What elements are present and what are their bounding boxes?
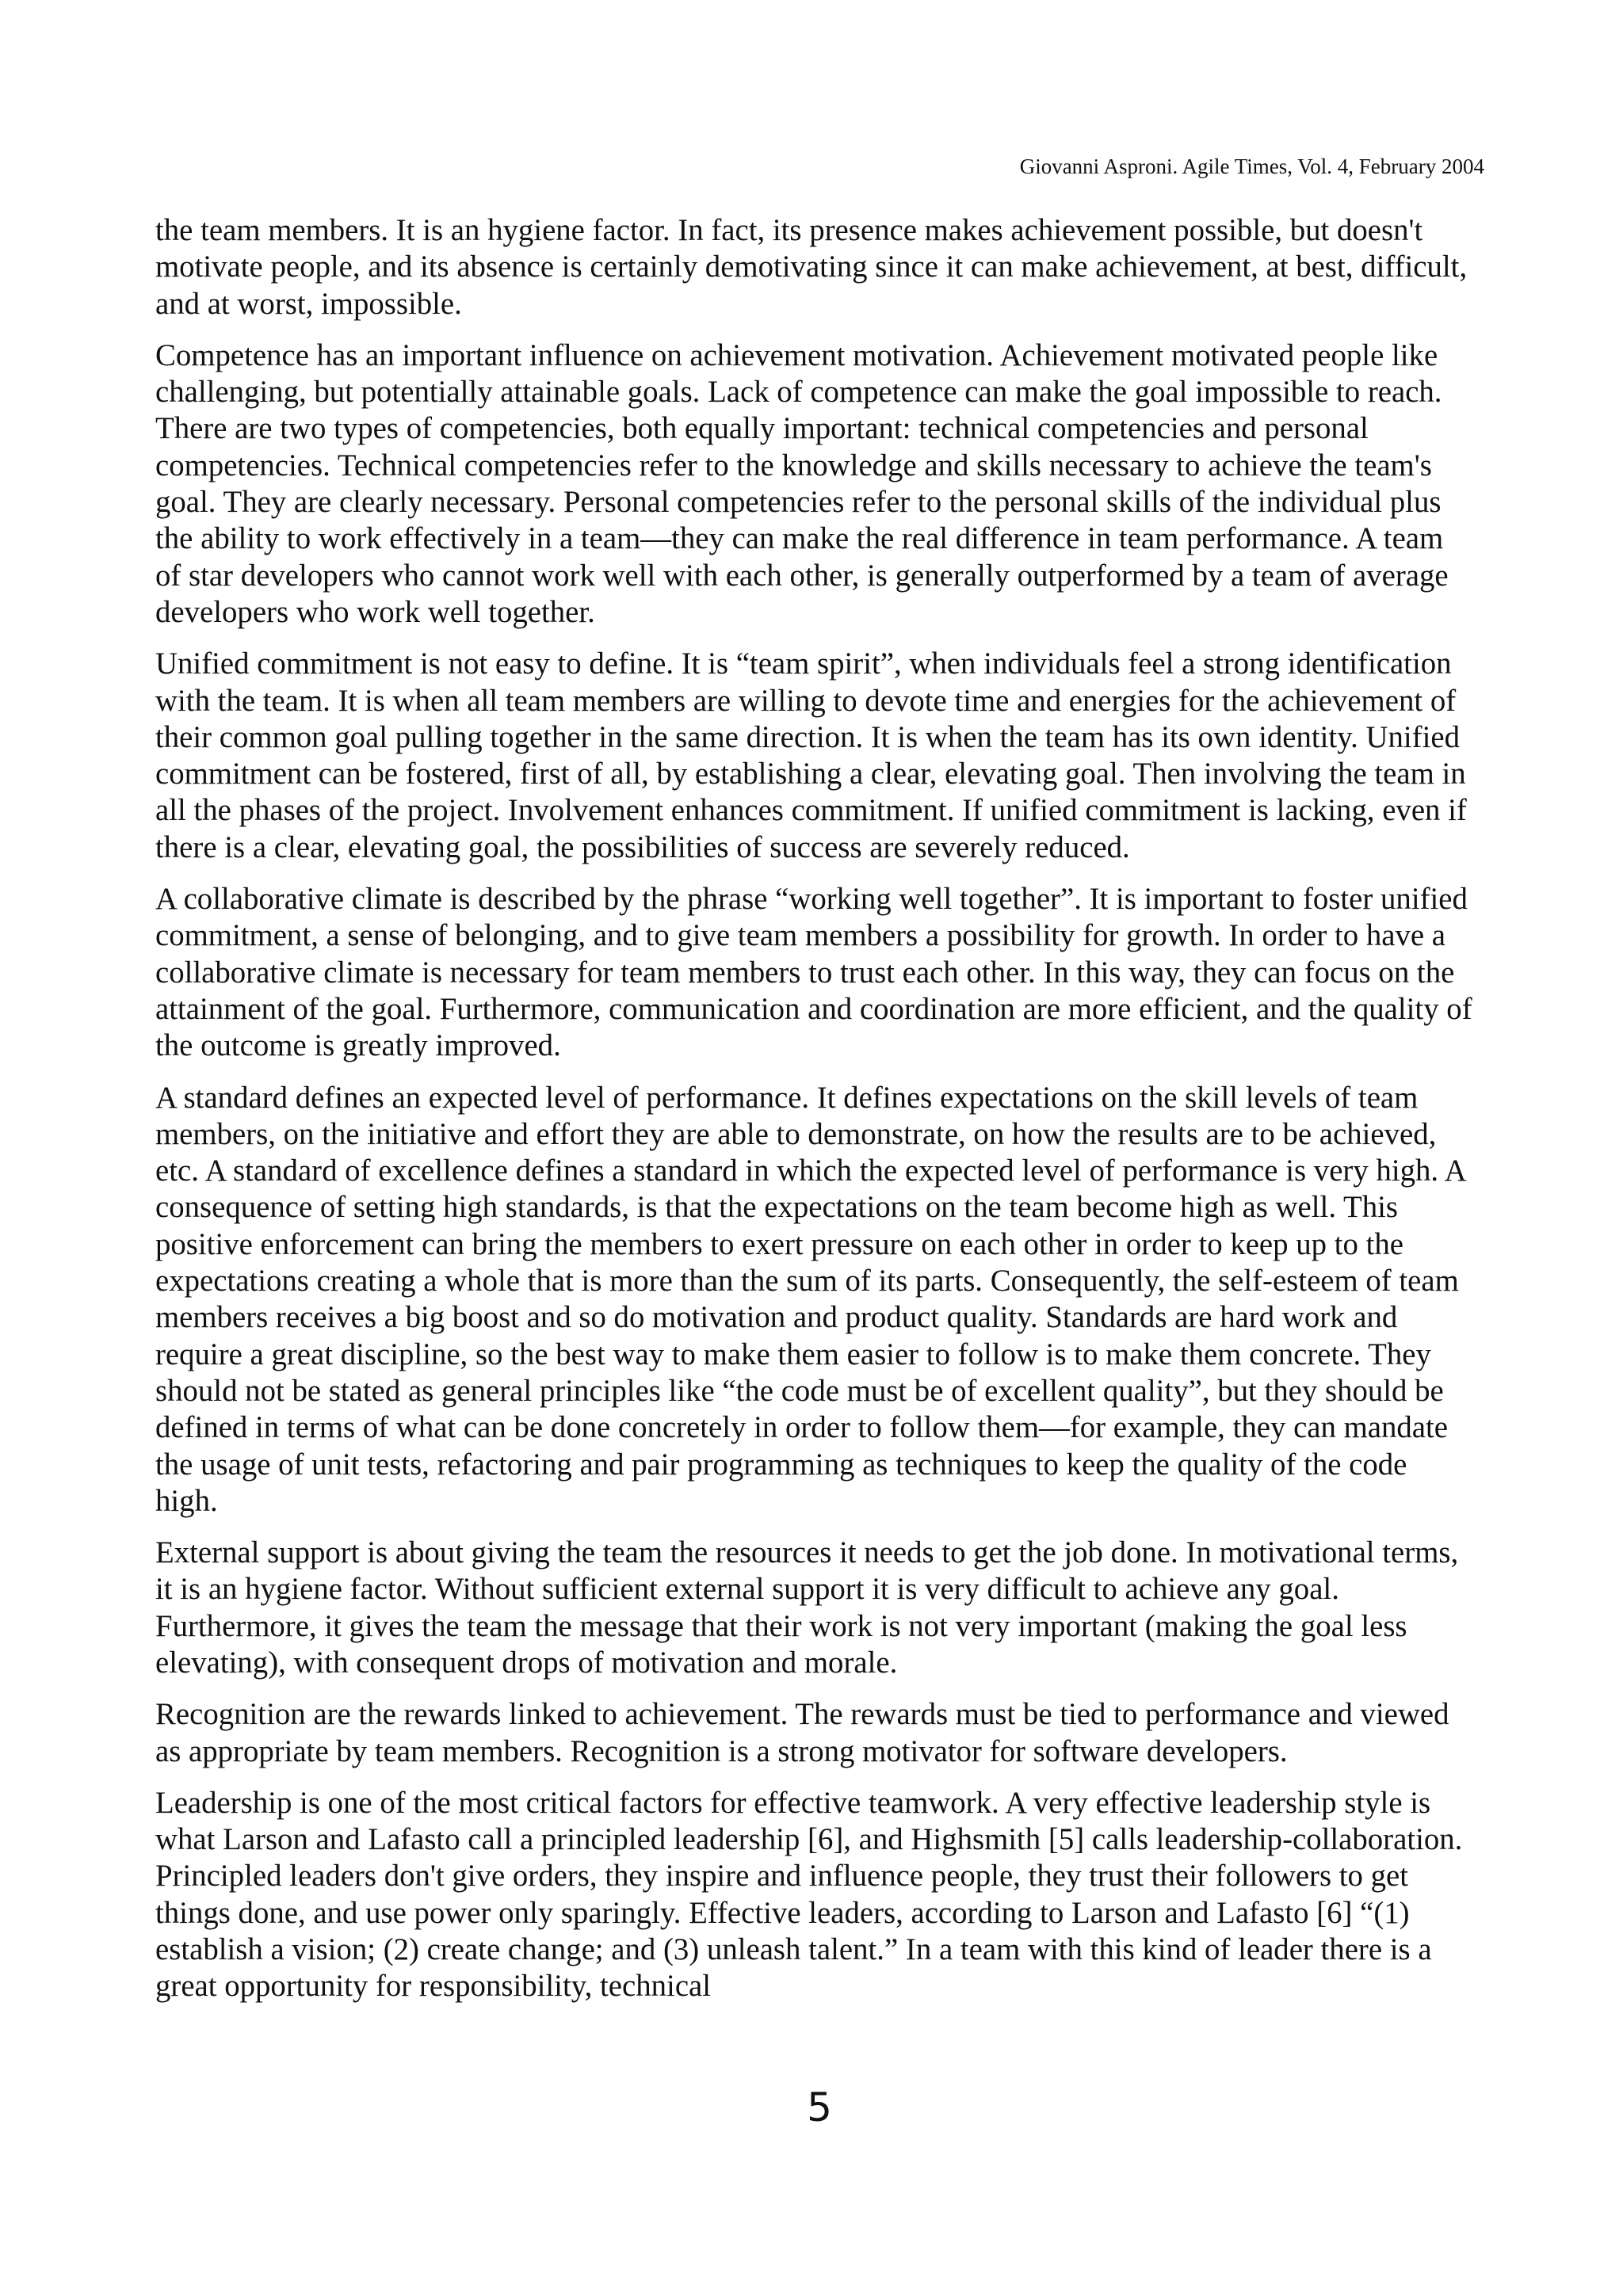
running-header: Giovanni Asproni. Agile Times, Vol. 4, February 2004 bbox=[1019, 154, 1484, 178]
article-body bbox=[155, 212, 1476, 2020]
paragraph-recognition: Recognition are the rewards linked to achievement. The rewards must be tied to performance and viewed as appropriate by team members. Recognition is a strong motivator for software developers. bbox=[155, 1697, 1449, 1768]
paragraph-competence: Competence has an important influence on achievement motivation. Achievement motivated people like challenging, but potentially attainable goals. Lack of competence can make the goal impossible to reach. There are two types of competencies, both equally important: technical competencies and personal competencies. Technical competencies refer to the knowledge and skills necessary to achieve the team's goal. They are clearly necessary. Personal competencies refer to the personal skills of the individual plus the ability to work effectively in a team—they can make the real difference in team performance. A team of star developers who cannot work well with each other, is generally outperformed by a team of average developers who work well together. bbox=[155, 338, 1449, 629]
paragraph-external-support: External support is about giving the team the resources it needs to get the job done. In motivational terms, it is an hygiene factor. Without sufficient external support it is very difficult to achieve any goal. Furthermore, it gives the team the message that their work is not very important (making the goal less elevating), with consequent drops of motivation and morale. bbox=[155, 1535, 1459, 1680]
paragraph-leadership: Leadership is one of the most critical factors for effective teamwork. A very effective leadership style is what Larson and Lafasto call a principled leadership [6], and Highsmith [5] calls leadership-collaboration. Principled leaders don't give orders, they inspire and influence people, they trust their followers to get things done, and use power only sparingly. Effective leaders, according to Larson and Lafasto [6] “(1) establish a vision; (2) create change; and (3) unleash talent.” In a team with this kind of leader there is a great opportunity for responsibility, technical bbox=[155, 1785, 1463, 2004]
paragraph-standards: A standard defines an expected level of performance. It defines expectations on the skill levels of team members, on the initiative and effort they are able to demonstrate, on how the results are to be achieved, etc. A standard of excellence defines a standard in which the expected level of performance is very high. A consequence of setting high standards, is that the expectations on the team become high as well. This positive enforcement can bring the members to exert pressure on each other in order to keep up to the expectations creating a whole that is more than the sum of its parts. Consequently, the self-esteem of team members receives a big boost and so do motivation and product quality. Standards are hard work and require a great discipline, so the best way to make them easier to follow is to make them concrete. They should not be stated as general principles like “the code must be of excellent quality”, but they should be defined in terms of what can be done concretely in order to follow them—for example, they can mandate the usage of unit tests, refactoring and pair programming as techniques to keep the quality of the code high. bbox=[155, 1080, 1465, 1518]
page-number: 5 bbox=[807, 2084, 832, 2130]
paragraph-collaborative-climate: A collaborative climate is described by the phrase “working well together”. It is important to foster unified commitment, a sense of belonging, and to give team members a possibility for growth. In order to have a collaborative climate is necessary for team members to trust each other. In this way, they can focus on the attainment of the goal. Furthermore, communication and coordination are more efficient, and the quality of the outcome is greatly improved. bbox=[155, 882, 1472, 1063]
paragraph-unified-commitment: Unified commitment is not easy to define. It is “team spirit”, when individuals feel a strong identification with the team. It is when all team members are willing to devote time and energies for the achievement of their common goal pulling together in the same direction. It is when the team has its own identity. Unified commitment can be fostered, first of all, by establishing a clear, elevating goal. Then involving the team in all the phases of the project. Involvement enhances commitment. If unified commitment is lacking, even if there is a clear, elevating goal, the possibilities of success are severely reduced. bbox=[155, 646, 1467, 864]
paragraph-hygiene-factor: the team members. It is an hygiene factor. In fact, its presence makes achievement possible, but doesn't motivate people, and its absence is certainly demotivating since it can make achievement, at best, difficult, and at worst, impossible. bbox=[155, 213, 1468, 321]
